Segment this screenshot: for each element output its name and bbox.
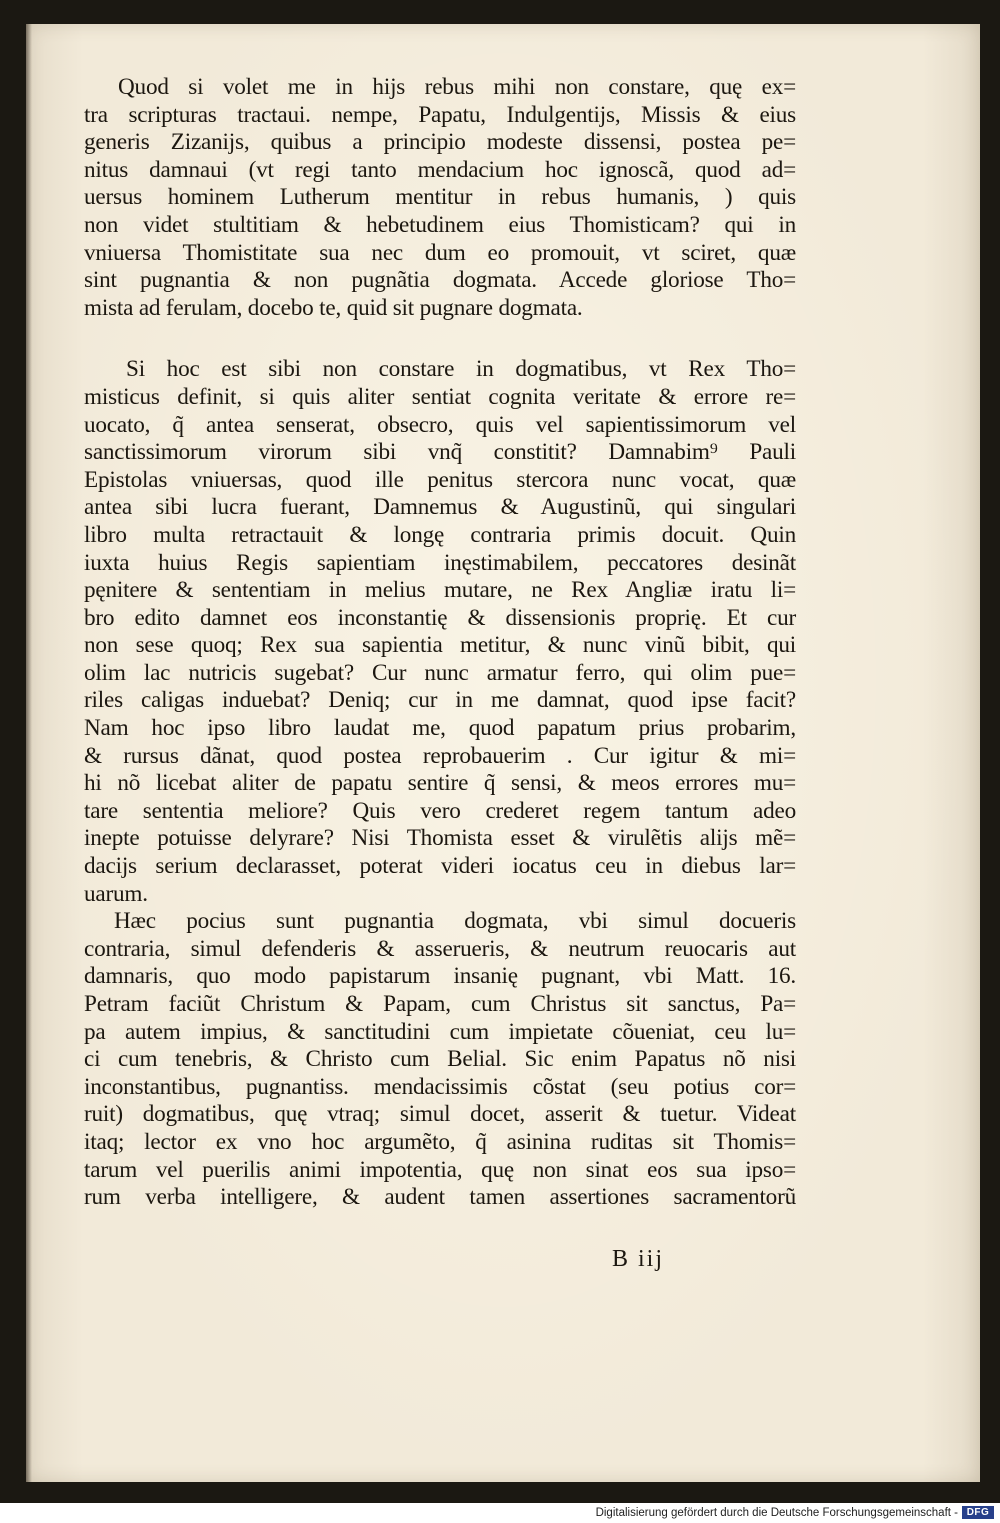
text-line: vniuersa Thomistitate sua nec dum eo promouit, vt sciret, quæ [84,239,796,266]
text-line: itaq; lector ex vno hoc argumẽto, q̃ asinina ruditas sit Thomis= [84,1128,796,1155]
text-line: inepte potuisse delyrare? Nisi Thomista esset & virulẽtis alijs mẽ= [84,825,796,852]
paragraph-gap [84,322,796,356]
text-line: misticus definit, si quis aliter sentiat cognita veritate & errore re= [84,383,796,410]
text-line: sint pugnantia & non pugnãtia dogmata. Accede gloriose Tho= [84,267,796,294]
text-line: Si hoc est sibi non constare in dogmatibus, vt Rex Tho= [126,356,796,383]
text-line: mista ad ferulam, docebo te, quid sit pugnare dogmata. [84,294,583,321]
text-line: ruit) dogmatibus, quę vtraq; simul docet, asserit & tuetur. Videat [84,1101,796,1128]
text-line: Hæc pocius sunt pugnantia dogmata, vbi simul docueris [114,908,796,935]
page-text [84,74,796,1212]
text-line: Quod si volet me in hijs rebus mihi non constare, quę ex= [118,74,796,100]
text-line: olim lac nutricis sugebat? Cur nunc armatur ferro, qui olim pue= [84,659,796,686]
page-gutter-shadow [26,24,32,1482]
text-line: dacijs serium declarasset, poterat videri iocatus ceu in diebus lar= [84,853,796,880]
text-line: non videt stultitiam & hebetudinem eius Thomisticam? qui in [84,211,796,238]
text-line: contraria, simul defenderis & asserueris, & neutrum reuocaris aut [84,935,796,962]
text-line: ci cum tenebris, & Christo cum Belial. Sic enim Papatus nõ nisi [84,1046,796,1073]
text-line: iuxta huius Regis sapientiam inęstimabilem, peccatores desinãt [84,549,796,576]
text-line: tarum vel puerilis animi impotentia, quę non sinat eos sua ipso= [84,1156,796,1183]
text-line: tra scripturas tractaui. nempe, Papatu, Indulgentijs, Missis & eius [84,101,796,128]
text-line: inconstantibus, pugnantiss. mendacissimis cõstat (seu potius cor= [84,1073,796,1100]
text-line: non sese quoq; Rex sua sapientia metitur, & nunc vinũ bibit, qui [84,632,796,659]
text-line: Nam hoc ipso libro laudat me, quod papatum prius probarim, [84,715,796,742]
text-line: generis Zizanijs, quibus a principio modeste dissensi, postea pe= [84,129,796,156]
text-line: libro multa retractauit & longę contraria primis docuit. Quin [84,521,796,548]
text-line: sanctissimorum virorum sibi vnq̃ constitit? Damnabim⁹ Pauli [84,439,796,466]
text-line: Epistolas vniuersas, quod ille penitus stercora nunc vocat, quæ [84,466,796,493]
dfg-logo: DFG [962,1506,994,1519]
text-line: nitus damnaui (vt regi tanto mendacium hoc ignoscã, quod ad= [84,156,796,183]
text-line: antea sibi lucra fuerant, Damnemus & Augustinũ, qui singulari [84,494,796,521]
text-line: damnaris, quo modo papistarum insanię pugnant, vbi Matt. 16. [84,963,796,990]
paragraph-2 [84,356,796,908]
text-line: pa autem impius, & sanctitudini cum impietate cõueniat, ceu lu= [84,1018,796,1045]
text-line: pęnitere & sententiam in melius mutare, ne Rex Angliæ iratu li= [84,577,796,604]
text-line: bro edito damnet eos inconstantię & dissensionis proprię. Et cur [84,604,796,631]
text-line: uarum. [84,880,148,907]
paragraph-1 [84,74,796,322]
text-line: Petram faciũt Christum & Papam, cum Christus sit sanctus, Pa= [84,991,796,1017]
text-line: & rursus dãnat, quod postea reprobauerim . Cur igitur & mi= [84,742,796,769]
text-line: tare sententia meliore? Quis vero crederet regem tantum adeo [84,797,796,824]
signature-mark: B iij [612,1246,665,1272]
paragraph-3 [84,908,796,1212]
text-line: riles caligas induebat? Deniq; cur in me damnat, quod ipse facit? [84,687,796,714]
text-line: uocato, q̃ antea senserat, obsecro, quis vel sapientissimorum vel [84,411,796,438]
text-line: rum verba intelligere, & audent tamen assertiones sacramentorũ [84,1184,796,1211]
text-line: uersus hominem Lutherum mentitur in rebus humanis, ) quis [84,184,796,211]
text-line: hi nõ licebat aliter de papatu sentire q̃ sensi, & meos errores mu= [84,770,796,797]
funding-credit: Digitalisierung gefördert durch die Deutsche Forschungsgemeinschaft - [595,1507,958,1519]
